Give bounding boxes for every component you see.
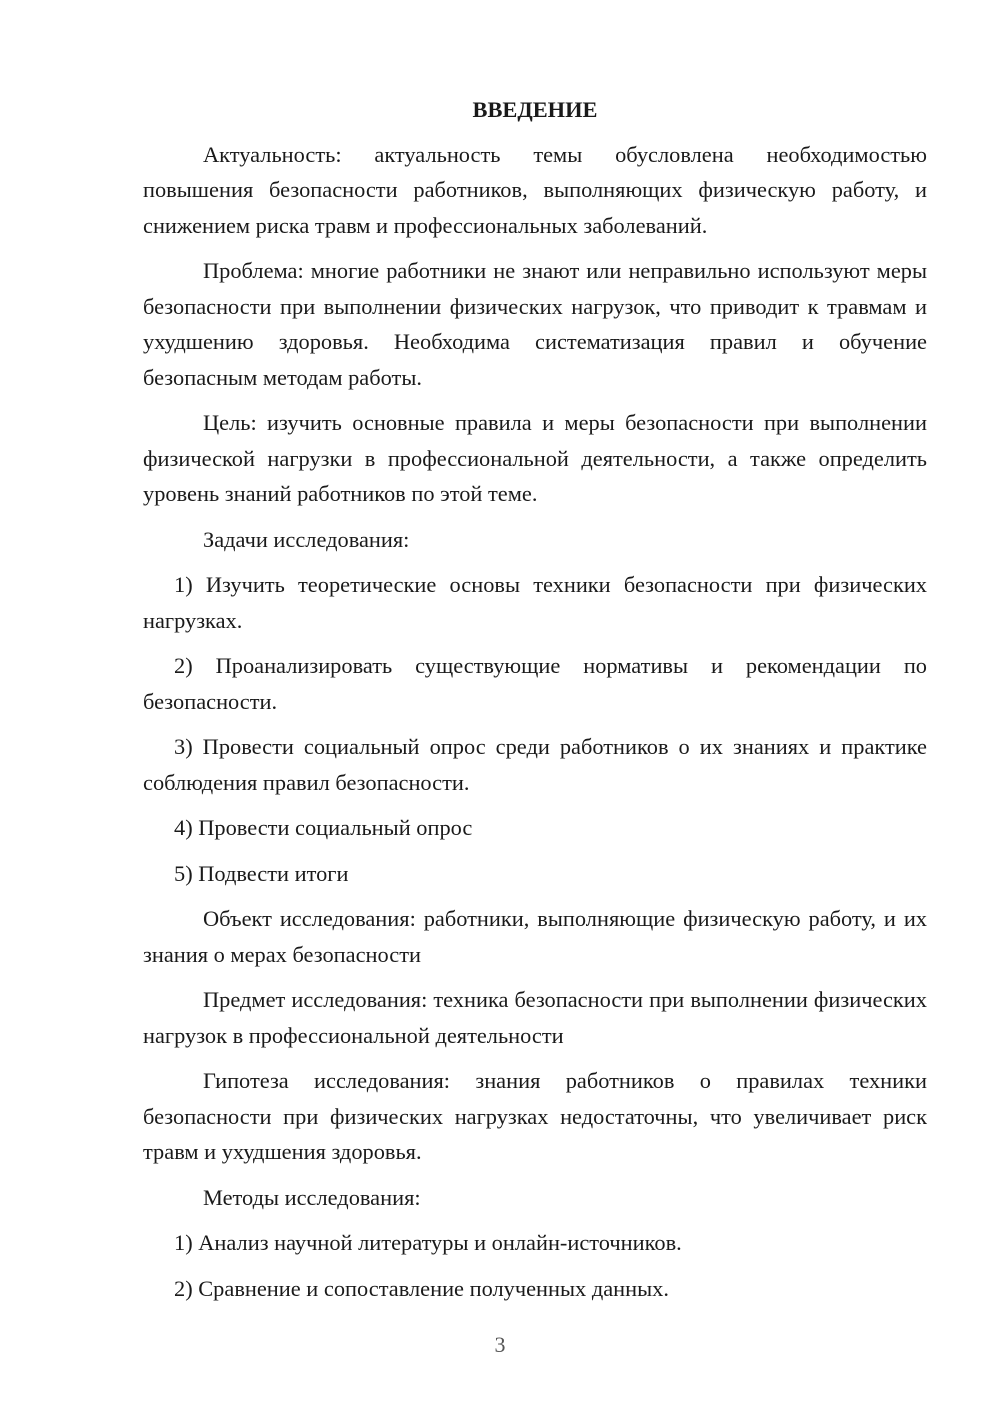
list-item-method-2: 2) Сравнение и сопоставление полученных данных. [174, 1275, 669, 1301]
paragraph-hypothesis: Гипотеза исследования: знания работников о правилах техники безопасности при физических нагрузках недостаточны, что увеличивает риск травм и ухудшения здоровья. [143, 1068, 927, 1164]
paragraph-object: Объект исследования: работники, выполняющие физическую работу, и их знания о мерах безопасности [143, 906, 927, 967]
paragraph-subject: Предмет исследования: техника безопасности при выполнении физических нагрузок в профессиональной деятельности [143, 987, 927, 1048]
list-item-task-2: 2) Проанализировать существующие нормативы и рекомендации по безопасности. [143, 653, 927, 714]
paragraph-problem: Проблема: многие работники не знают или неправильно используют меры безопасности при выполнении физических нагрузок, что приводит к травмам и ухудшению здоровья. Необходима систематизация правил и обучение безопасным методам работы. [143, 258, 927, 390]
section-title: ВВЕДЕНИЕ [472, 97, 598, 122]
page-content [143, 92, 927, 1316]
paragraph-relevance: Актуальность: актуальность темы обусловлена необходимостью повышения безопасности работников, выполняющих физическую работу, и снижением риска травм и профессиональных заболеваний. [143, 141, 927, 238]
list-item-task-5: 5) Подвести итоги [174, 860, 349, 886]
paragraph-goal: Цель: изучить основные правила и меры безопасности при выполнении физической нагрузки в профессиональной деятельности, а также определить уровень знаний работников по этой теме. [143, 410, 927, 506]
list-item-method-1: 1) Анализ научной литературы и онлайн-источников. [174, 1230, 682, 1255]
page-number: 3 [494, 1332, 506, 1357]
paragraph-methods-heading: Методы исследования: [203, 1184, 421, 1210]
list-item-task-4: 4) Провести социальный опрос [174, 815, 473, 840]
list-item-task-3: 3) Провести социальный опрос среди работников о их знаниях и практике соблюдения правил безопасности. [143, 734, 927, 795]
paragraph-tasks-heading: Задачи исследования: [203, 526, 410, 552]
list-item-task-1: 1) Изучить теоретические основы техники безопасности при физических нагрузках. [143, 572, 927, 633]
